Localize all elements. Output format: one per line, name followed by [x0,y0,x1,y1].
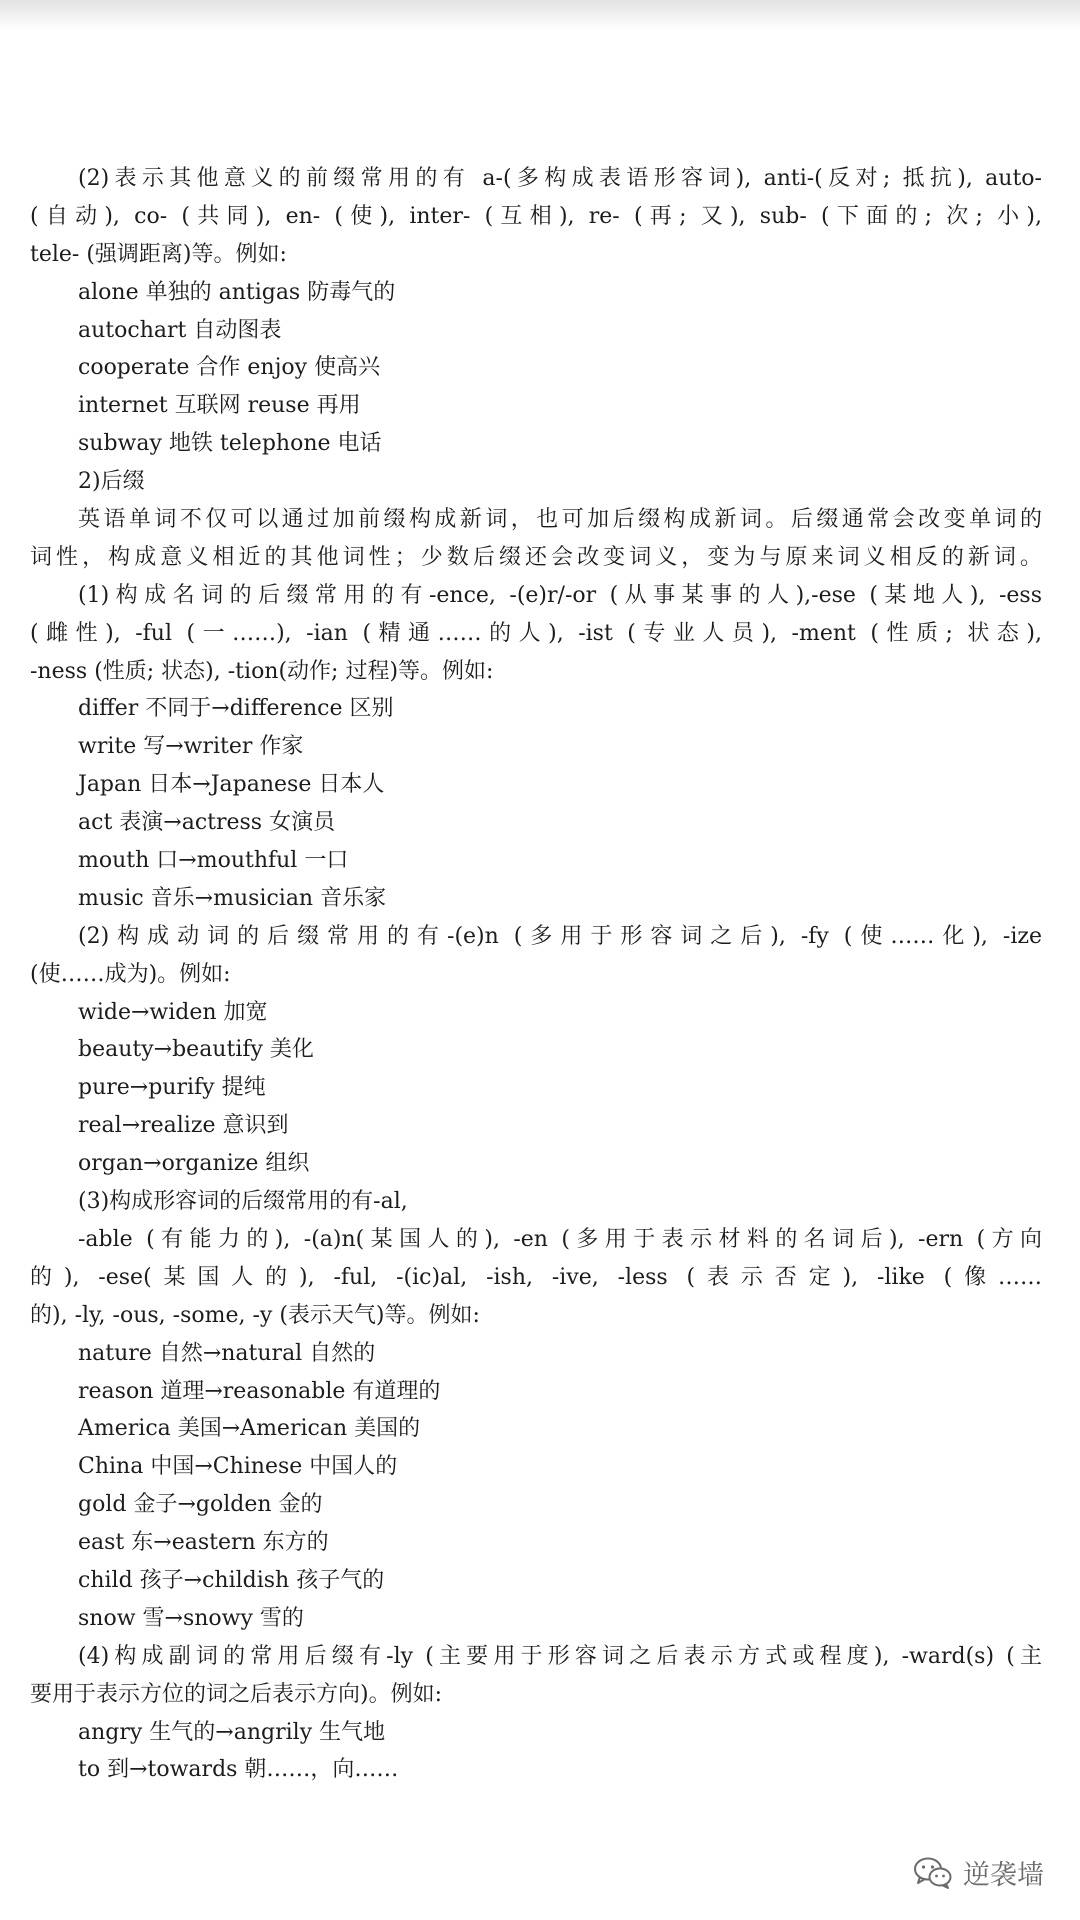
top-shadow [0,0,1080,30]
text-line: (2)表示其他意义的前缀常用的有 a-(多构成表语形容词), anti-(反对; 抵抗), auto- [78,166,1042,191]
text-line: music 音乐→musician 音乐家 [78,885,387,911]
text-line: (1)构成名词的后缀常用的有-ence, -(e)r/-or (从事某事的人),-ese (某地人), -ess [78,582,1042,608]
text-line: nature 自然→natural 自然的 [78,1340,376,1366]
text-line: alone 单独的 antigas 防毒气的 [78,279,396,305]
text-line: 要用于表示方位的词之后表示方向)。例如: [30,1681,442,1707]
wechat-icon [913,1856,953,1890]
text-line: 词性，构成意义相近的其他词性；少数后缀还会改变词义，变为与原来词义相反的新词。 [30,544,1042,570]
text-line: cooperate 合作 enjoy 使高兴 [78,355,381,381]
text-line: subway 地铁 telephone 电话 [78,431,382,457]
text-line: internet 互联网 reuse 再用 [78,393,361,419]
text-line: snow 雪→snowy 雪的 [78,1605,304,1631]
text-line: 2)后缀 [78,469,145,495]
text-line: reason 道理→reasonable 有道理的 [78,1378,441,1404]
text-line: (3)构成形容词的后缀常用的有-al, [78,1189,408,1215]
text-line: write 写→writer 作家 [78,734,304,760]
text-line: America 美国→American 美国的 [78,1416,421,1442]
text-line: China 中国→Chinese 中国人的 [78,1454,398,1480]
text-line: beauty→beautify 美化 [78,1037,314,1063]
text-line: mouth 口→mouthful 一口 [78,848,349,874]
text-line: (雌性), -ful (一……), -ian (精通……的人), -ist (专业人员), -ment (性质; 状态), [30,620,1042,646]
text-line: (使……成为)。例如: [30,961,231,987]
text-line: -able (有能力的), -(a)n(某国人的), -en (多用于表示材料的名词后), -ern (方向 [78,1226,1042,1252]
text-line: (2)构成动词的后缀常用的有-(e)n (多用于形容词之后), -fy (使……化), -ize [78,923,1042,949]
text-line: tele- (强调距离)等。例如: [30,241,287,267]
text-line: Japan 日本→Japanese 日本人 [78,772,385,798]
text-line: to 到→towards 朝……，向…… [78,1757,399,1783]
watermark [913,1853,1044,1892]
text-line: -ness (性质; 状态), -tion(动作; 过程)等。例如: [30,658,494,684]
watermark-text: 逆袭墙 [963,1860,1044,1891]
text-line: 英语单词不仅可以通过加前缀构成新词，也可加后缀构成新词。后缀通常会改变单词的 [78,507,1042,533]
document-page [30,160,1042,1789]
text-line: autochart 自动图表 [78,317,282,343]
text-line: child 孩子→childish 孩子气的 [78,1567,385,1593]
text-line: 的), -ese(某国人的), -ful, -(ic)al, -ish, -ive, -less (表示否定), -like (像…… [30,1264,1042,1290]
text-line: organ→organize 组织 [78,1151,310,1177]
text-line: wide→widen 加宽 [78,999,268,1025]
text-line: 的), -ly, -ous, -some, -y (表示天气)等。例如: [30,1302,480,1328]
text-line: gold 金子→golden 金的 [78,1492,323,1518]
text-line: east 东→eastern 东方的 [78,1530,329,1556]
text-line: (自动), co- (共同), en- (使), inter- (互相), re- (再; 又), sub- (下面的; 次; 小), [30,203,1042,229]
text-line: angry 生气的→angrily 生气地 [78,1719,386,1745]
text-line: real→realize 意识到 [78,1113,289,1139]
text-line: differ 不同于→difference 区别 [78,696,394,722]
text-line: pure→purify 提纯 [78,1075,266,1101]
text-line: act 表演→actress 女演员 [78,810,336,836]
text-line: (4)构成副词的常用后缀有-ly (主要用于形容词之后表示方式或程度), -ward(s) (主 [78,1643,1042,1669]
